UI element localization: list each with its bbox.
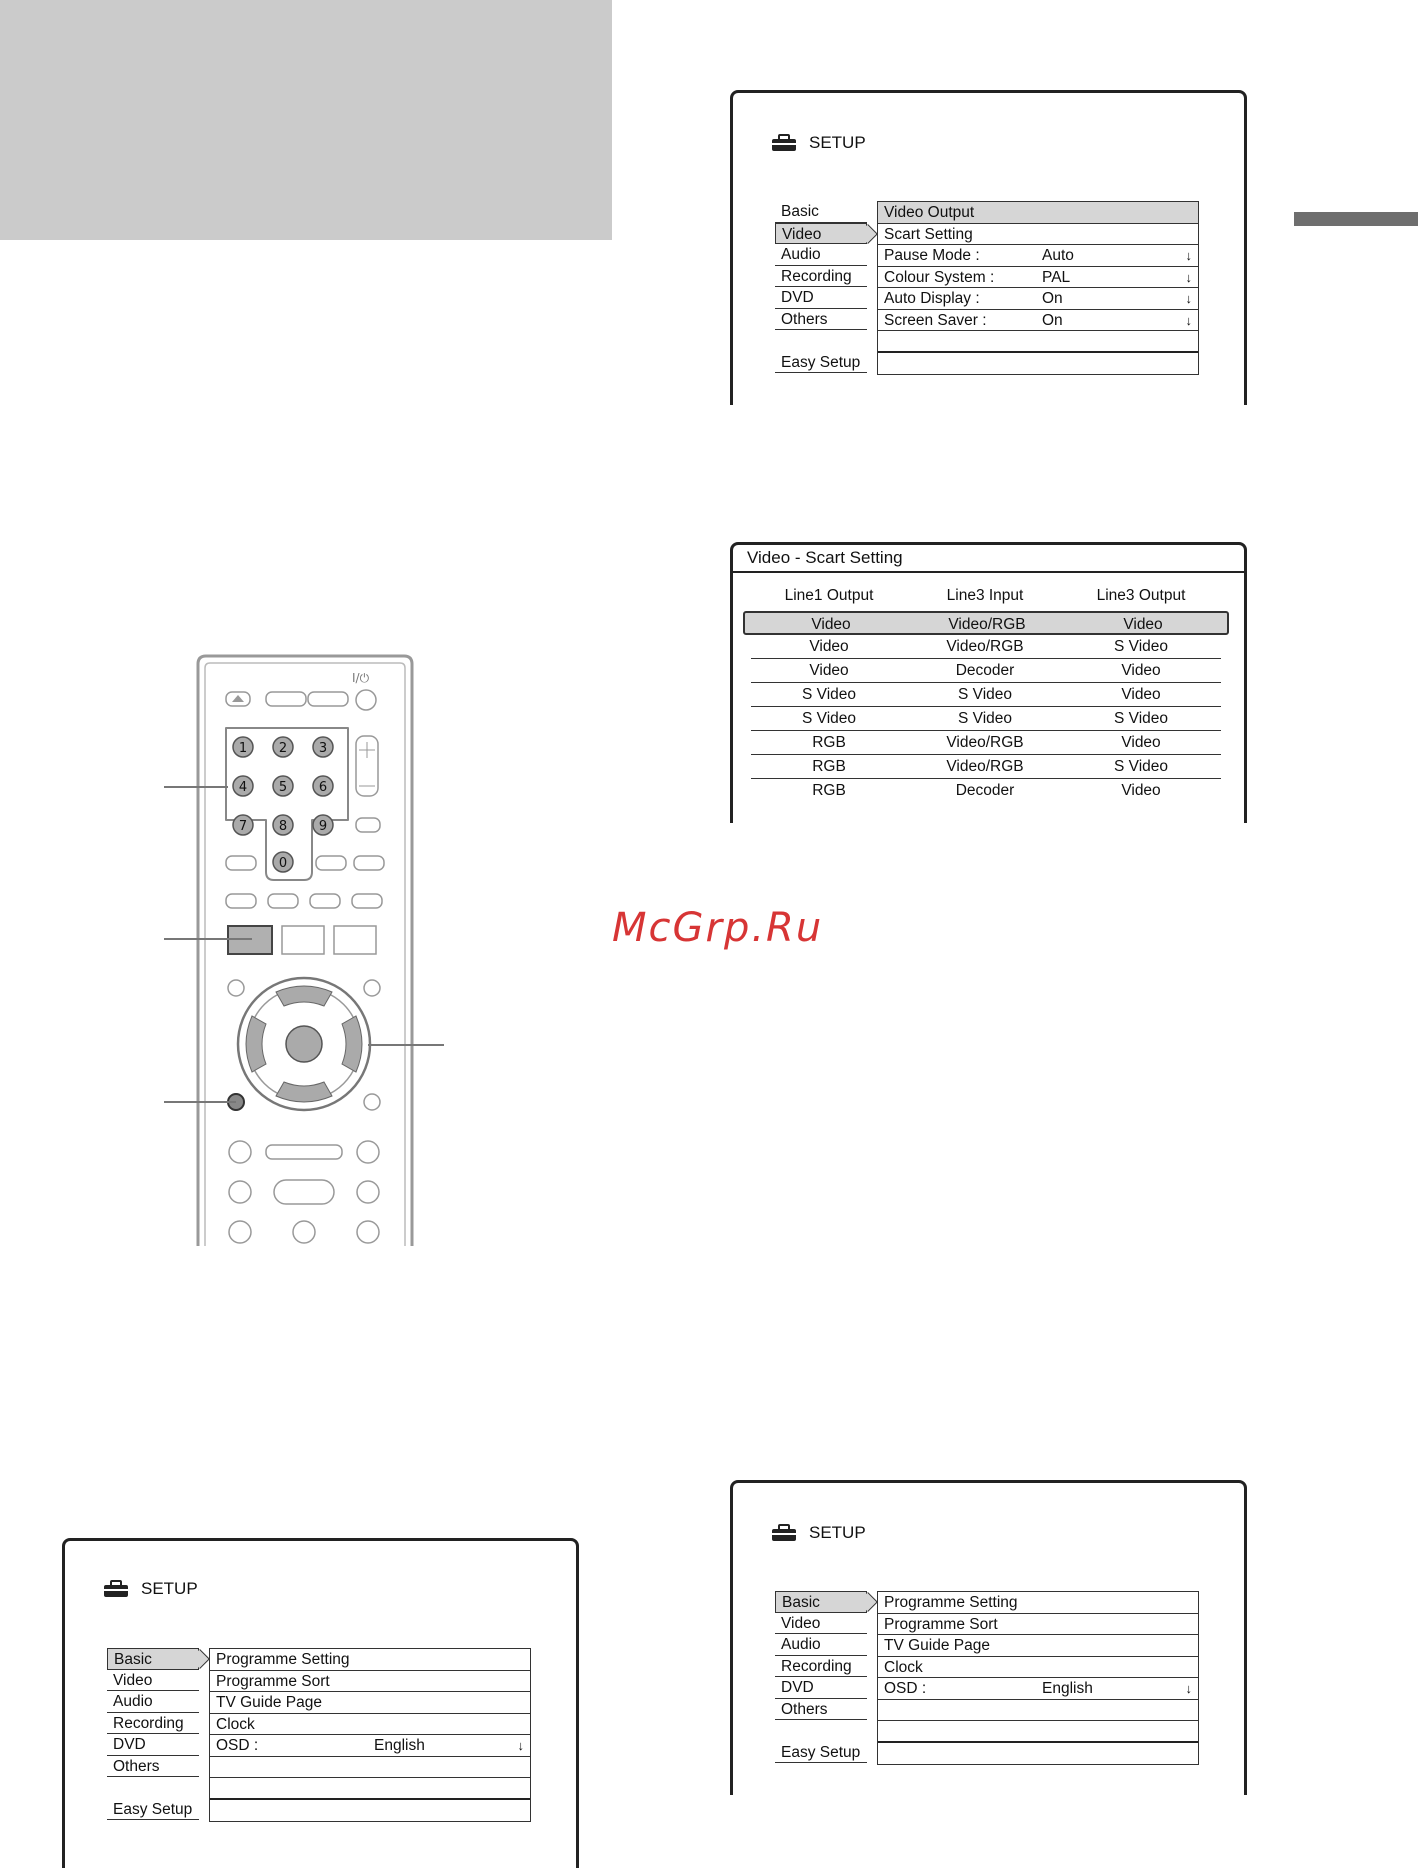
row-label: Pause Mode :	[884, 247, 980, 264]
row-value: On	[1042, 290, 1063, 307]
row-label: OSD :	[216, 1737, 259, 1754]
menu-gap	[107, 1777, 199, 1799]
down-arrow-icon: ↓	[1185, 291, 1192, 306]
row-label: Auto Display :	[884, 290, 980, 307]
row-label: TV Guide Page	[884, 1637, 990, 1654]
row-label: Programme Setting	[884, 1594, 1018, 1611]
key-0[interactable]: 0	[278, 856, 288, 871]
scart-option-row[interactable]	[751, 707, 1221, 731]
toolbox-icon	[103, 1580, 129, 1598]
scart-option-row[interactable]	[751, 683, 1221, 707]
row-empty	[210, 1778, 530, 1800]
row-label: OSD :	[884, 1680, 927, 1697]
cell: S Video	[1113, 710, 1168, 727]
row-empty	[878, 1743, 1198, 1765]
remote-control	[196, 654, 414, 1246]
setup-title-text: SETUP	[809, 1523, 866, 1542]
cell: Video/RGB	[946, 758, 1024, 775]
cell: Video	[809, 638, 849, 655]
row-osd[interactable]	[210, 1735, 530, 1757]
cell: S Video	[957, 710, 1012, 727]
watermark-text: McGrp.Ru	[612, 905, 824, 951]
cell: RGB	[812, 758, 846, 775]
menu-item-video[interactable]: Video	[775, 1613, 867, 1635]
setup-screen-basic-right	[730, 1480, 1247, 1795]
row-label: Colour System :	[884, 268, 995, 286]
row-osd[interactable]	[878, 1678, 1198, 1700]
row-label: Programme Sort	[216, 1672, 330, 1690]
down-arrow-icon: ↓	[1185, 1681, 1192, 1696]
cell: Video	[811, 616, 851, 633]
key-7[interactable]: 7	[238, 819, 248, 834]
cell: S Video	[1113, 638, 1168, 655]
scart-option-row[interactable]	[751, 731, 1221, 755]
menu-item-basic[interactable]: Basic	[775, 1591, 867, 1613]
cell: S Video	[801, 686, 856, 703]
menu-item-audio[interactable]: Audio	[775, 244, 867, 266]
setup-title	[771, 133, 866, 153]
row-label: Clock	[884, 1658, 923, 1676]
row-programme-setting[interactable]	[210, 1649, 530, 1671]
row-clock[interactable]	[878, 1657, 1198, 1679]
menu-item-recording[interactable]: Recording	[775, 1656, 867, 1678]
scart-option-row[interactable]	[751, 779, 1221, 803]
menu-gap	[775, 1720, 867, 1742]
menu-item-recording[interactable]: Recording	[775, 266, 867, 288]
gray-header-block	[0, 0, 612, 240]
row-label: TV Guide Page	[216, 1694, 322, 1711]
row-value: English	[1042, 1680, 1093, 1697]
key-9[interactable]: 9	[318, 819, 328, 834]
scart-header-row	[733, 587, 1262, 605]
row-label: Programme Sort	[884, 1615, 998, 1633]
cell: Video	[1121, 686, 1161, 703]
scart-option-row[interactable]	[743, 611, 1229, 635]
cell: RGB	[812, 782, 846, 799]
row-pause-mode[interactable]	[878, 245, 1198, 267]
scart-option-row[interactable]	[751, 635, 1221, 659]
cell: Video/RGB	[946, 638, 1024, 655]
settings-panel	[877, 1591, 1199, 1765]
header-line3-input: Line3 Input	[946, 587, 1024, 604]
setup-menu	[107, 1648, 199, 1820]
cell: Video/RGB	[946, 734, 1024, 751]
row-video-output[interactable]	[878, 202, 1198, 224]
menu-item-recording[interactable]: Recording	[107, 1713, 199, 1735]
cell: Video	[1121, 782, 1161, 799]
scart-setting-screen	[730, 542, 1247, 823]
row-empty	[878, 1721, 1198, 1743]
menu-item-basic[interactable]: Basic	[775, 201, 867, 223]
down-arrow-icon: ↓	[1185, 312, 1192, 328]
settings-panel	[209, 1648, 531, 1822]
header-line1-output: Line1 Output	[784, 587, 874, 604]
key-4[interactable]: 4	[238, 780, 248, 795]
row-tv-guide-page[interactable]	[878, 1635, 1198, 1657]
row-programme-sort[interactable]	[210, 1671, 530, 1693]
menu-item-dvd[interactable]: DVD	[107, 1734, 199, 1756]
menu-item-easy-setup[interactable]: Easy Setup	[775, 1742, 867, 1764]
menu-item-dvd[interactable]: DVD	[775, 287, 867, 309]
callout-setup-button	[164, 938, 252, 940]
menu-item-video[interactable]: Video	[107, 1670, 199, 1692]
menu-item-easy-setup[interactable]: Easy Setup	[775, 352, 867, 374]
row-value: Auto	[1042, 247, 1074, 264]
remote-illustration	[196, 654, 414, 1246]
row-label: Screen Saver :	[884, 311, 987, 329]
row-label: Scart Setting	[884, 225, 973, 243]
settings-panel	[877, 201, 1199, 375]
row-empty	[210, 1800, 530, 1822]
setup-title	[103, 1579, 198, 1599]
menu-item-others[interactable]: Others	[775, 1699, 867, 1721]
scart-title: Video - Scart Setting	[733, 545, 1244, 573]
menu-gap	[775, 330, 867, 352]
row-tv-guide-page[interactable]	[210, 1692, 530, 1714]
key-5[interactable]: 5	[278, 780, 288, 795]
menu-item-dvd[interactable]: DVD	[775, 1677, 867, 1699]
cell: Decoder	[955, 782, 1015, 799]
menu-item-audio[interactable]: Audio	[775, 1634, 867, 1656]
callout-enter-buttons	[368, 1044, 444, 1046]
setup-title	[771, 1523, 866, 1543]
down-arrow-icon: ↓	[1185, 248, 1192, 263]
row-label: Video Output	[884, 204, 975, 221]
setup-menu	[775, 1591, 867, 1763]
cell: S Video	[1113, 758, 1168, 775]
menu-item-audio[interactable]: Audio	[107, 1691, 199, 1713]
setup-screen-video	[730, 90, 1247, 405]
key-6[interactable]: 6	[318, 780, 328, 795]
down-arrow-icon: ↓	[517, 1738, 524, 1753]
cell: RGB	[812, 734, 846, 751]
cell: S Video	[957, 686, 1012, 703]
row-label: Clock	[216, 1715, 255, 1733]
setup-screen-basic-left	[62, 1538, 579, 1868]
row-colour-system[interactable]	[878, 267, 1198, 289]
row-programme-sort[interactable]	[878, 1614, 1198, 1636]
cell: Video	[809, 662, 849, 679]
row-empty	[210, 1757, 530, 1779]
menu-item-others[interactable]: Others	[107, 1756, 199, 1778]
menu-item-easy-setup[interactable]: Easy Setup	[107, 1799, 199, 1821]
key-1[interactable]: 1	[238, 741, 248, 756]
row-value: English	[374, 1737, 425, 1754]
power-label: I/⏻	[352, 671, 370, 685]
cell: Video/RGB	[948, 616, 1026, 633]
setup-menu	[775, 201, 867, 373]
scart-option-row[interactable]	[751, 659, 1221, 683]
menu-item-others[interactable]: Others	[775, 309, 867, 331]
cell: S Video	[801, 710, 856, 727]
cell: Video	[1121, 662, 1161, 679]
row-value: On	[1042, 311, 1063, 329]
down-arrow-icon: ↓	[1185, 269, 1192, 285]
cell: Video	[1123, 616, 1163, 633]
row-auto-display[interactable]	[878, 288, 1198, 310]
scart-option-row[interactable]	[751, 755, 1221, 779]
row-value: PAL	[1042, 268, 1071, 286]
key-8[interactable]: 8	[278, 819, 288, 834]
callout-number-keys	[164, 786, 228, 788]
callout-return-button	[164, 1101, 236, 1103]
key-2[interactable]: 2	[278, 741, 288, 756]
key-3[interactable]: 3	[318, 741, 328, 756]
row-empty	[878, 1700, 1198, 1722]
toolbox-icon	[771, 134, 797, 152]
row-clock[interactable]	[210, 1714, 530, 1736]
cell: Decoder	[955, 662, 1015, 679]
row-programme-setting[interactable]	[878, 1592, 1198, 1614]
row-screen-saver[interactable]	[878, 310, 1198, 332]
row-empty	[878, 331, 1198, 353]
row-scart-setting[interactable]	[878, 224, 1198, 246]
scart-options	[751, 611, 1221, 803]
toolbox-icon	[771, 1524, 797, 1542]
header-line3-output: Line3 Output	[1096, 587, 1186, 604]
setup-title-text: SETUP	[809, 133, 866, 152]
cell: Video	[1121, 734, 1161, 751]
row-empty	[878, 353, 1198, 375]
menu-item-basic[interactable]: Basic	[107, 1648, 199, 1670]
row-label: Programme Setting	[216, 1651, 350, 1668]
menu-item-video[interactable]: Video	[775, 223, 867, 245]
section-tab	[1294, 212, 1418, 226]
setup-title-text: SETUP	[141, 1579, 198, 1598]
